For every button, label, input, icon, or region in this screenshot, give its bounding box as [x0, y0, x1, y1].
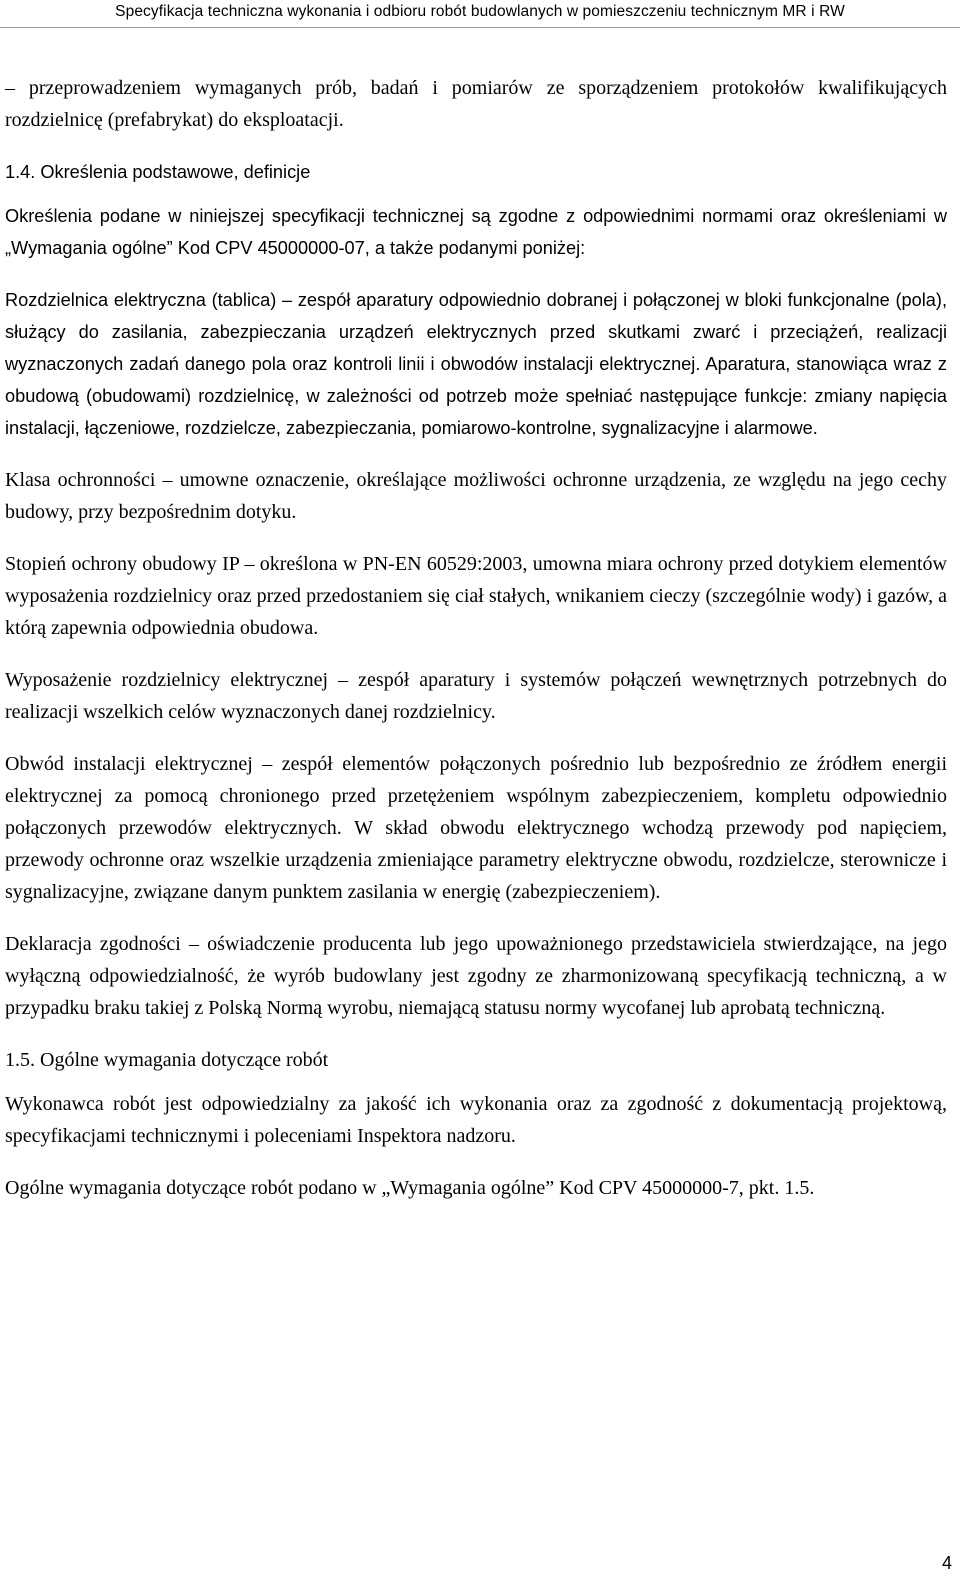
definitions-intro-paragraph: Określenia podane w niniejszej specyfikacji technicznej są zgodne z odpowiednimi normami oraz określeniami w „Wymagania ogólne” Kod CPV 45000000-07, a także podanymi poniżej:: [5, 206, 947, 258]
section-heading-1-5: 1.5. Ogólne wymagania dotyczące robót: [5, 1049, 329, 1071]
document-body: [5, 72, 947, 1224]
contractor-responsibility-paragraph: Wykonawca robót jest odpowiedzialny za jakość ich wykonania oraz za zgodność z dokumentacją projektową, specyfikacjami technicznymi i poleceniami Inspektora nadzoru.: [5, 1093, 947, 1147]
running-header: Specyfikacja techniczna wykonania i odbioru robót budowlanych w pomieszczeniu technicznym MR i RW: [0, 0, 960, 28]
definition-rozdzielnica: Rozdzielnica elektryczna (tablica) – zespół aparatury odpowiednio dobranej i połączonej w bloki funkcjonalne (pola), służący do zasilania, zabezpieczania urządzeń elektrycznych przed skutkami zwarć i przeciążeń, realizacji wyznaczonych zadań danego pola oraz kontroli linii i obwodów instalacji elektrycznej. Aparatura, stanowiąca wraz z obudową (obudowami) rozdzielnicę, w zależności od potrzeb może spełniać następujące funkcje: zmiany napięcia instalacji, łączeniowe, rozdzielcze, zabezpieczania, pomiarowo-kontrolne, sygnalizacyjne i alarmowe.: [5, 290, 947, 438]
section-heading-1-4: 1.4. Określenia podstawowe, definicje: [5, 162, 311, 182]
definition-deklaracja-zgodnosci: Deklaracja zgodności – oświadczenie producenta lub jego upoważnionego przedstawiciela stwierdzające, na jego wyłączną odpowiedzialność, że wyrób budowlany jest zgodny ze zharmonizowaną specyfikacją techniczną, a w przypadku braku takiej z Polską Normą wyrobu, niemającą statusu normy wycofanej lub aprobatą techniczną.: [5, 933, 947, 1019]
definition-obwod-instalacji: Obwód instalacji elektrycznej – zespół elementów połączonych pośrednio lub bezpośrednio ze źródłem energii elektrycznej za pomocą chronionego przed przetężeniem wspólnym zabezpieczeniem, kompletu odpowiednio połączonych przewodów elektrycznych. W skład obwodu elektrycznego wchodzą przewody pod napięciem, przewody ochronne oraz wszelkie urządzenia zmieniające parametry elektryczne obwodu, rozdzielcze, sterownicze i sygnalizacyjne, związane danym punktem zasilania w energię (zabezpieczeniem).: [5, 753, 947, 903]
general-requirements-reference: Ogólne wymagania dotyczące robót podano w „Wymagania ogólne” Kod CPV 45000000-7, pkt. 1.5.: [5, 1177, 815, 1199]
definition-klasa-ochronnosci: Klasa ochronności – umowne oznaczenie, określające możliwości ochronne urządzenia, ze względu na jego cechy budowy, przy bezpośrednim dotyku.: [5, 469, 947, 523]
list-item-continuation: – przeprowadzeniem wymaganych prób, badań i pomiarów ze sporządzeniem protokołów kwalifikujących rozdzielnicę (prefabrykat) do eksploatacji.: [5, 77, 947, 131]
definition-wyposazenie: Wyposażenie rozdzielnicy elektrycznej – zespół aparatury i systemów połączeń wewnętrznych potrzebnych do realizacji wszelkich celów wyznaczonych danej rozdzielnicy.: [5, 669, 947, 723]
definition-stopien-ochrony: Stopień ochrony obudowy IP – określona w PN-EN 60529:2003, umowna miara ochrony przed dotykiem elementów wyposażenia rozdzielnicy oraz przed przedostaniem się ciał stałych, wnikaniem cieczy (szczególnie wody) i gazów, a którą zapewnia odpowiednia obudowa.: [5, 553, 947, 639]
page-number: 4: [941, 1553, 952, 1573]
